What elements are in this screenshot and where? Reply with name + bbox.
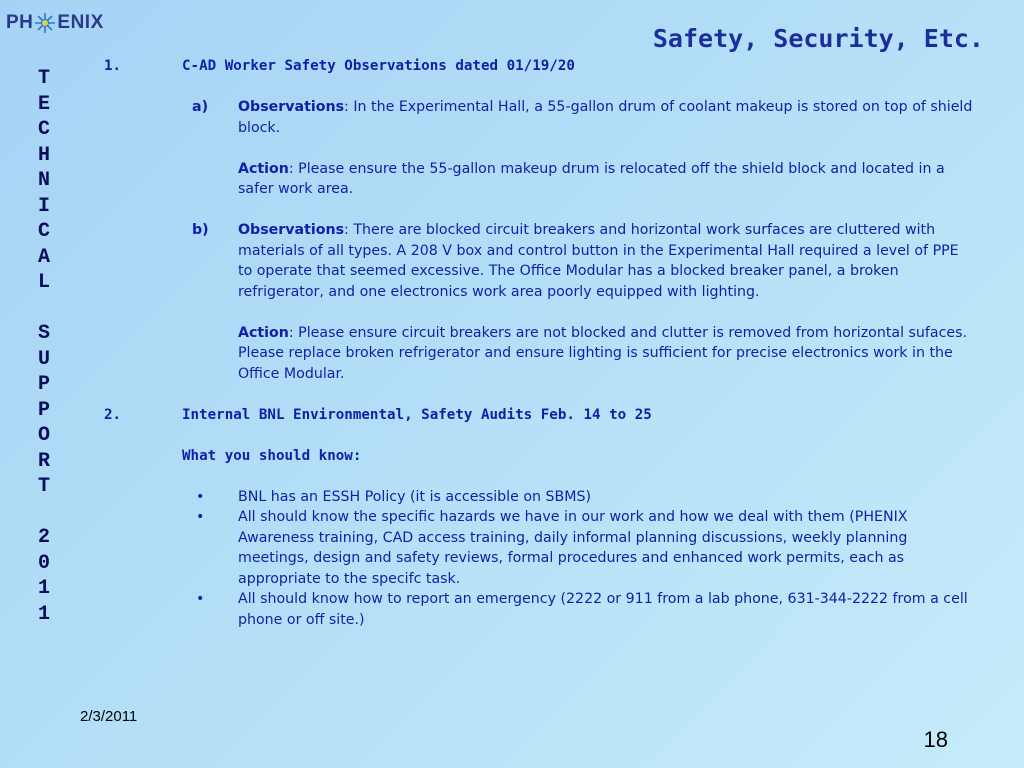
- logo-text-left: PH: [6, 12, 34, 33]
- action-term: Action: [238, 324, 289, 341]
- item-heading: C-AD Worker Safety Observations dated 01/19/20: [182, 58, 575, 74]
- action-term: Action: [238, 160, 289, 177]
- observation-term: Observations: [238, 99, 345, 115]
- bullet-item: [196, 589, 974, 630]
- item-number: 2.: [104, 406, 122, 423]
- item-heading: Internal BNL Environmental, Safety Audits Feb. 14 to 25: [182, 406, 652, 423]
- phenix-star-icon: [34, 12, 56, 34]
- phenix-logo: [6, 12, 104, 34]
- slide-body: [104, 56, 974, 630]
- item-2-heading-row: [104, 405, 974, 426]
- observation-text: [238, 220, 974, 302]
- bullet-text: BNL has an ESSH Policy (it is accessible on SBMS): [238, 488, 592, 505]
- action-text: [238, 159, 974, 200]
- action-text: [238, 323, 974, 385]
- bullet-text: All should know the specific hazards we have in our work and how we deal with them (PHENIX Awareness training, CAD access training, daily informal planning discussions, weekly planning meetings, design and safety reviews, formal procedures and enhanced work permits, each as appropriate to the specifc task.: [238, 509, 908, 587]
- footer-date: 2/3/2011: [80, 708, 138, 725]
- bullet-glyph: •: [196, 509, 205, 525]
- sub-item-a: [192, 97, 974, 138]
- slide-title: Safety, Security, Etc.: [652, 24, 984, 53]
- bullet-item: [196, 507, 974, 589]
- action-body: : Please ensure the 55-gallon makeup drum is relocated off the shield block and located in a safer work area.: [238, 160, 945, 197]
- bullet-item: [196, 487, 974, 508]
- observation-body: : In the Experimental Hall, a 55-gallon drum of coolant makeup is stored on top of shield block.: [238, 99, 973, 136]
- item-number: 1.: [104, 58, 122, 74]
- vertical-sidebar-text: T E C H N I C A L S U P P O R T 2 0 1 1: [37, 67, 50, 626]
- page-number: 18: [923, 727, 948, 752]
- sub-label: b): [192, 222, 209, 238]
- sub-label: a): [192, 99, 209, 115]
- observation-term: Observations: [238, 222, 345, 238]
- observation-body: : There are blocked circuit breakers and horizontal work surfaces are cluttered with materials of all types. A 208 V box and control button in the Experimental Hall required a level of PPE to operate that seemed excessive. The Office Modular has a blocked breaker panel, a broken refrigerator, and one electronics work area poorly equipped with lighting.: [238, 222, 959, 300]
- item-1-heading-row: [104, 56, 974, 77]
- action-body: : Please ensure circuit breakers are not blocked and clutter is removed from horizontal sufaces. Please replace broken refrigerator and ensure lighting is sufficient for precise electronics work in the Office Modular.: [238, 324, 968, 382]
- know-heading: What you should know:: [182, 447, 362, 464]
- observation-text: [238, 97, 974, 138]
- bullet-glyph: •: [196, 488, 205, 505]
- bullet-text: All should know how to report an emergency (2222 or 911 from a lab phone, 631-344-2222 from a cell phone or off site.): [238, 591, 968, 628]
- logo-text-right: ENIX: [57, 12, 104, 33]
- bullet-glyph: •: [196, 591, 205, 607]
- sub-item-b: [192, 220, 974, 302]
